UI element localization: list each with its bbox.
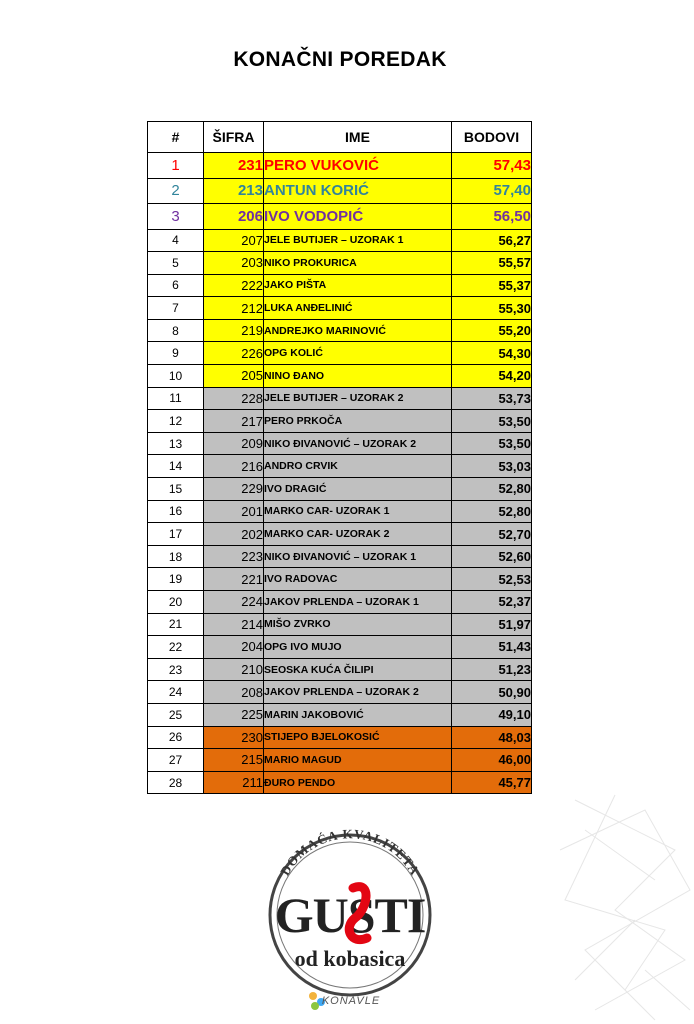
score-cell: 55,30 <box>452 297 532 320</box>
code-cell: 207 <box>204 229 264 252</box>
table-row <box>148 726 532 749</box>
table-row <box>148 342 532 365</box>
code-cell: 223 <box>204 545 264 568</box>
score-cell: 55,20 <box>452 319 532 342</box>
score-cell: 52,80 <box>452 478 532 501</box>
logo-arc-text: DOMAĆA KVALITETA <box>277 826 423 879</box>
svg-text:DOMAĆA KVALITETA <box>277 826 423 878</box>
name-cell: ĐURO PENDO <box>264 771 452 794</box>
table-row <box>148 153 532 179</box>
rank-cell: 18 <box>148 545 204 568</box>
code-cell: 202 <box>204 523 264 546</box>
table-row <box>148 658 532 681</box>
name-cell: PERO PRKOČA <box>264 410 452 433</box>
name-cell: JAKOV PRLENDA – UZORAK 2 <box>264 681 452 704</box>
table-row <box>148 432 532 455</box>
code-cell: 229 <box>204 478 264 501</box>
rank-cell: 1 <box>148 153 204 179</box>
score-cell: 46,00 <box>452 749 532 772</box>
name-cell: MARKO CAR- UZORAK 1 <box>264 500 452 523</box>
code-cell: 209 <box>204 432 264 455</box>
code-cell: 226 <box>204 342 264 365</box>
name-cell: IVO VODOPIĆ <box>264 204 452 230</box>
code-cell: 201 <box>204 500 264 523</box>
code-cell: 213 <box>204 178 264 204</box>
score-cell: 52,53 <box>452 568 532 591</box>
table-row <box>148 478 532 501</box>
rank-cell: 28 <box>148 771 204 794</box>
name-cell: ANDREJKO MARINOVIĆ <box>264 319 452 342</box>
table-row <box>148 749 532 772</box>
score-cell: 53,50 <box>452 410 532 433</box>
code-cell: 204 <box>204 636 264 659</box>
rank-cell: 8 <box>148 319 204 342</box>
code-cell: 224 <box>204 591 264 614</box>
score-cell: 49,10 <box>452 703 532 726</box>
rank-cell: 11 <box>148 387 204 410</box>
table-row <box>148 365 532 388</box>
name-cell: MARIO MAGUD <box>264 749 452 772</box>
score-cell: 53,50 <box>452 432 532 455</box>
code-cell: 230 <box>204 726 264 749</box>
gusti-logo <box>255 810 445 1020</box>
code-cell: 205 <box>204 365 264 388</box>
code-cell: 231 <box>204 153 264 179</box>
rank-cell: 3 <box>148 204 204 230</box>
rank-cell: 24 <box>148 681 204 704</box>
score-cell: 53,03 <box>452 455 532 478</box>
table-row <box>148 545 532 568</box>
page-title: KONAČNI POREDAK <box>233 48 447 71</box>
name-cell: JAKOV PRLENDA – UZORAK 1 <box>264 591 452 614</box>
table-row <box>148 319 532 342</box>
rank-cell: 4 <box>148 229 204 252</box>
table-row <box>148 500 532 523</box>
score-cell: 57,40 <box>452 178 532 204</box>
score-cell: 52,37 <box>452 591 532 614</box>
logo-region: KONAVLE <box>321 995 381 1007</box>
name-cell: MARIN JAKOBOVIĆ <box>264 703 452 726</box>
table-row <box>148 568 532 591</box>
score-cell: 48,03 <box>452 726 532 749</box>
table-row <box>148 229 532 252</box>
rank-cell: 5 <box>148 252 204 275</box>
score-cell: 51,23 <box>452 658 532 681</box>
name-cell: IVO RADOVAC <box>264 568 452 591</box>
ranking-table <box>147 121 532 794</box>
score-cell: 53,73 <box>452 387 532 410</box>
rank-cell: 6 <box>148 274 204 297</box>
rank-cell: 7 <box>148 297 204 320</box>
rank-cell: 14 <box>148 455 204 478</box>
table-row <box>148 178 532 204</box>
table-row <box>148 681 532 704</box>
header-name: IME <box>264 122 452 153</box>
score-cell: 50,90 <box>452 681 532 704</box>
code-cell: 215 <box>204 749 264 772</box>
score-cell: 52,80 <box>452 500 532 523</box>
score-cell: 55,37 <box>452 274 532 297</box>
header-code: ŠIFRA <box>204 122 264 153</box>
score-cell: 56,27 <box>452 229 532 252</box>
table-row <box>148 297 532 320</box>
table-row <box>148 613 532 636</box>
name-cell: JELE BUTIJER – UZORAK 2 <box>264 387 452 410</box>
rank-cell: 13 <box>148 432 204 455</box>
code-cell: 206 <box>204 204 264 230</box>
rank-cell: 19 <box>148 568 204 591</box>
name-cell: NINO ĐANO <box>264 365 452 388</box>
score-cell: 56,50 <box>452 204 532 230</box>
table-row <box>148 387 532 410</box>
code-cell: 219 <box>204 319 264 342</box>
name-cell: NIKO ĐIVANOVIĆ – UZORAK 1 <box>264 545 452 568</box>
score-cell: 45,77 <box>452 771 532 794</box>
code-cell: 203 <box>204 252 264 275</box>
rank-cell: 22 <box>148 636 204 659</box>
name-cell: MARKO CAR- UZORAK 2 <box>264 523 452 546</box>
table-row <box>148 523 532 546</box>
name-cell: NIKO PROKURICA <box>264 252 452 275</box>
name-cell: JAKO PIŠTA <box>264 274 452 297</box>
table-row <box>148 410 532 433</box>
logo-subtitle: od kobasica <box>294 946 406 971</box>
rank-cell: 26 <box>148 726 204 749</box>
name-cell: JELE BUTIJER – UZORAK 1 <box>264 229 452 252</box>
dot-icon <box>309 992 317 1000</box>
score-cell: 57,43 <box>452 153 532 179</box>
code-cell: 208 <box>204 681 264 704</box>
score-cell: 54,20 <box>452 365 532 388</box>
table-header-row <box>148 122 532 153</box>
name-cell: IVO DRAGIĆ <box>264 478 452 501</box>
table-row <box>148 703 532 726</box>
dot-icon <box>311 1002 319 1010</box>
header-score: BODOVI <box>452 122 532 153</box>
name-cell: STIJEPO BJELOKOSIĆ <box>264 726 452 749</box>
rank-cell: 17 <box>148 523 204 546</box>
rank-cell: 9 <box>148 342 204 365</box>
logo-brand: GUSTI <box>274 887 426 943</box>
code-cell: 225 <box>204 703 264 726</box>
rank-cell: 25 <box>148 703 204 726</box>
table-row <box>148 771 532 794</box>
rank-cell: 27 <box>148 749 204 772</box>
name-cell: NIKO ĐIVANOVIĆ – UZORAK 2 <box>264 432 452 455</box>
code-cell: 222 <box>204 274 264 297</box>
name-cell: SEOSKA KUĆA ČILIPI <box>264 658 452 681</box>
rank-cell: 16 <box>148 500 204 523</box>
name-cell: ANTUN KORIĆ <box>264 178 452 204</box>
rank-cell: 20 <box>148 591 204 614</box>
name-cell: ANDRO CRVIK <box>264 455 452 478</box>
name-cell: LUKA ANĐELINIĆ <box>264 297 452 320</box>
table-row <box>148 204 532 230</box>
score-cell: 51,43 <box>452 636 532 659</box>
table-row <box>148 455 532 478</box>
score-cell: 54,30 <box>452 342 532 365</box>
table-row <box>148 274 532 297</box>
table-row <box>148 591 532 614</box>
rank-cell: 10 <box>148 365 204 388</box>
code-cell: 216 <box>204 455 264 478</box>
code-cell: 221 <box>204 568 264 591</box>
code-cell: 217 <box>204 410 264 433</box>
name-cell: OPG KOLIĆ <box>264 342 452 365</box>
name-cell: OPG IVO MUJO <box>264 636 452 659</box>
code-cell: 214 <box>204 613 264 636</box>
rank-cell: 21 <box>148 613 204 636</box>
score-cell: 55,57 <box>452 252 532 275</box>
name-cell: MIŠO ZVRKO <box>264 613 452 636</box>
code-cell: 228 <box>204 387 264 410</box>
background-pattern <box>555 790 694 1024</box>
score-cell: 51,97 <box>452 613 532 636</box>
code-cell: 211 <box>204 771 264 794</box>
table-body <box>148 153 532 794</box>
rank-cell: 2 <box>148 178 204 204</box>
table-row <box>148 636 532 659</box>
score-cell: 52,70 <box>452 523 532 546</box>
rank-cell: 23 <box>148 658 204 681</box>
code-cell: 210 <box>204 658 264 681</box>
header-rank: # <box>148 122 204 153</box>
rank-cell: 15 <box>148 478 204 501</box>
table-row <box>148 252 532 275</box>
score-cell: 52,60 <box>452 545 532 568</box>
code-cell: 212 <box>204 297 264 320</box>
rank-cell: 12 <box>148 410 204 433</box>
name-cell: PERO VUKOVIĆ <box>264 153 452 179</box>
